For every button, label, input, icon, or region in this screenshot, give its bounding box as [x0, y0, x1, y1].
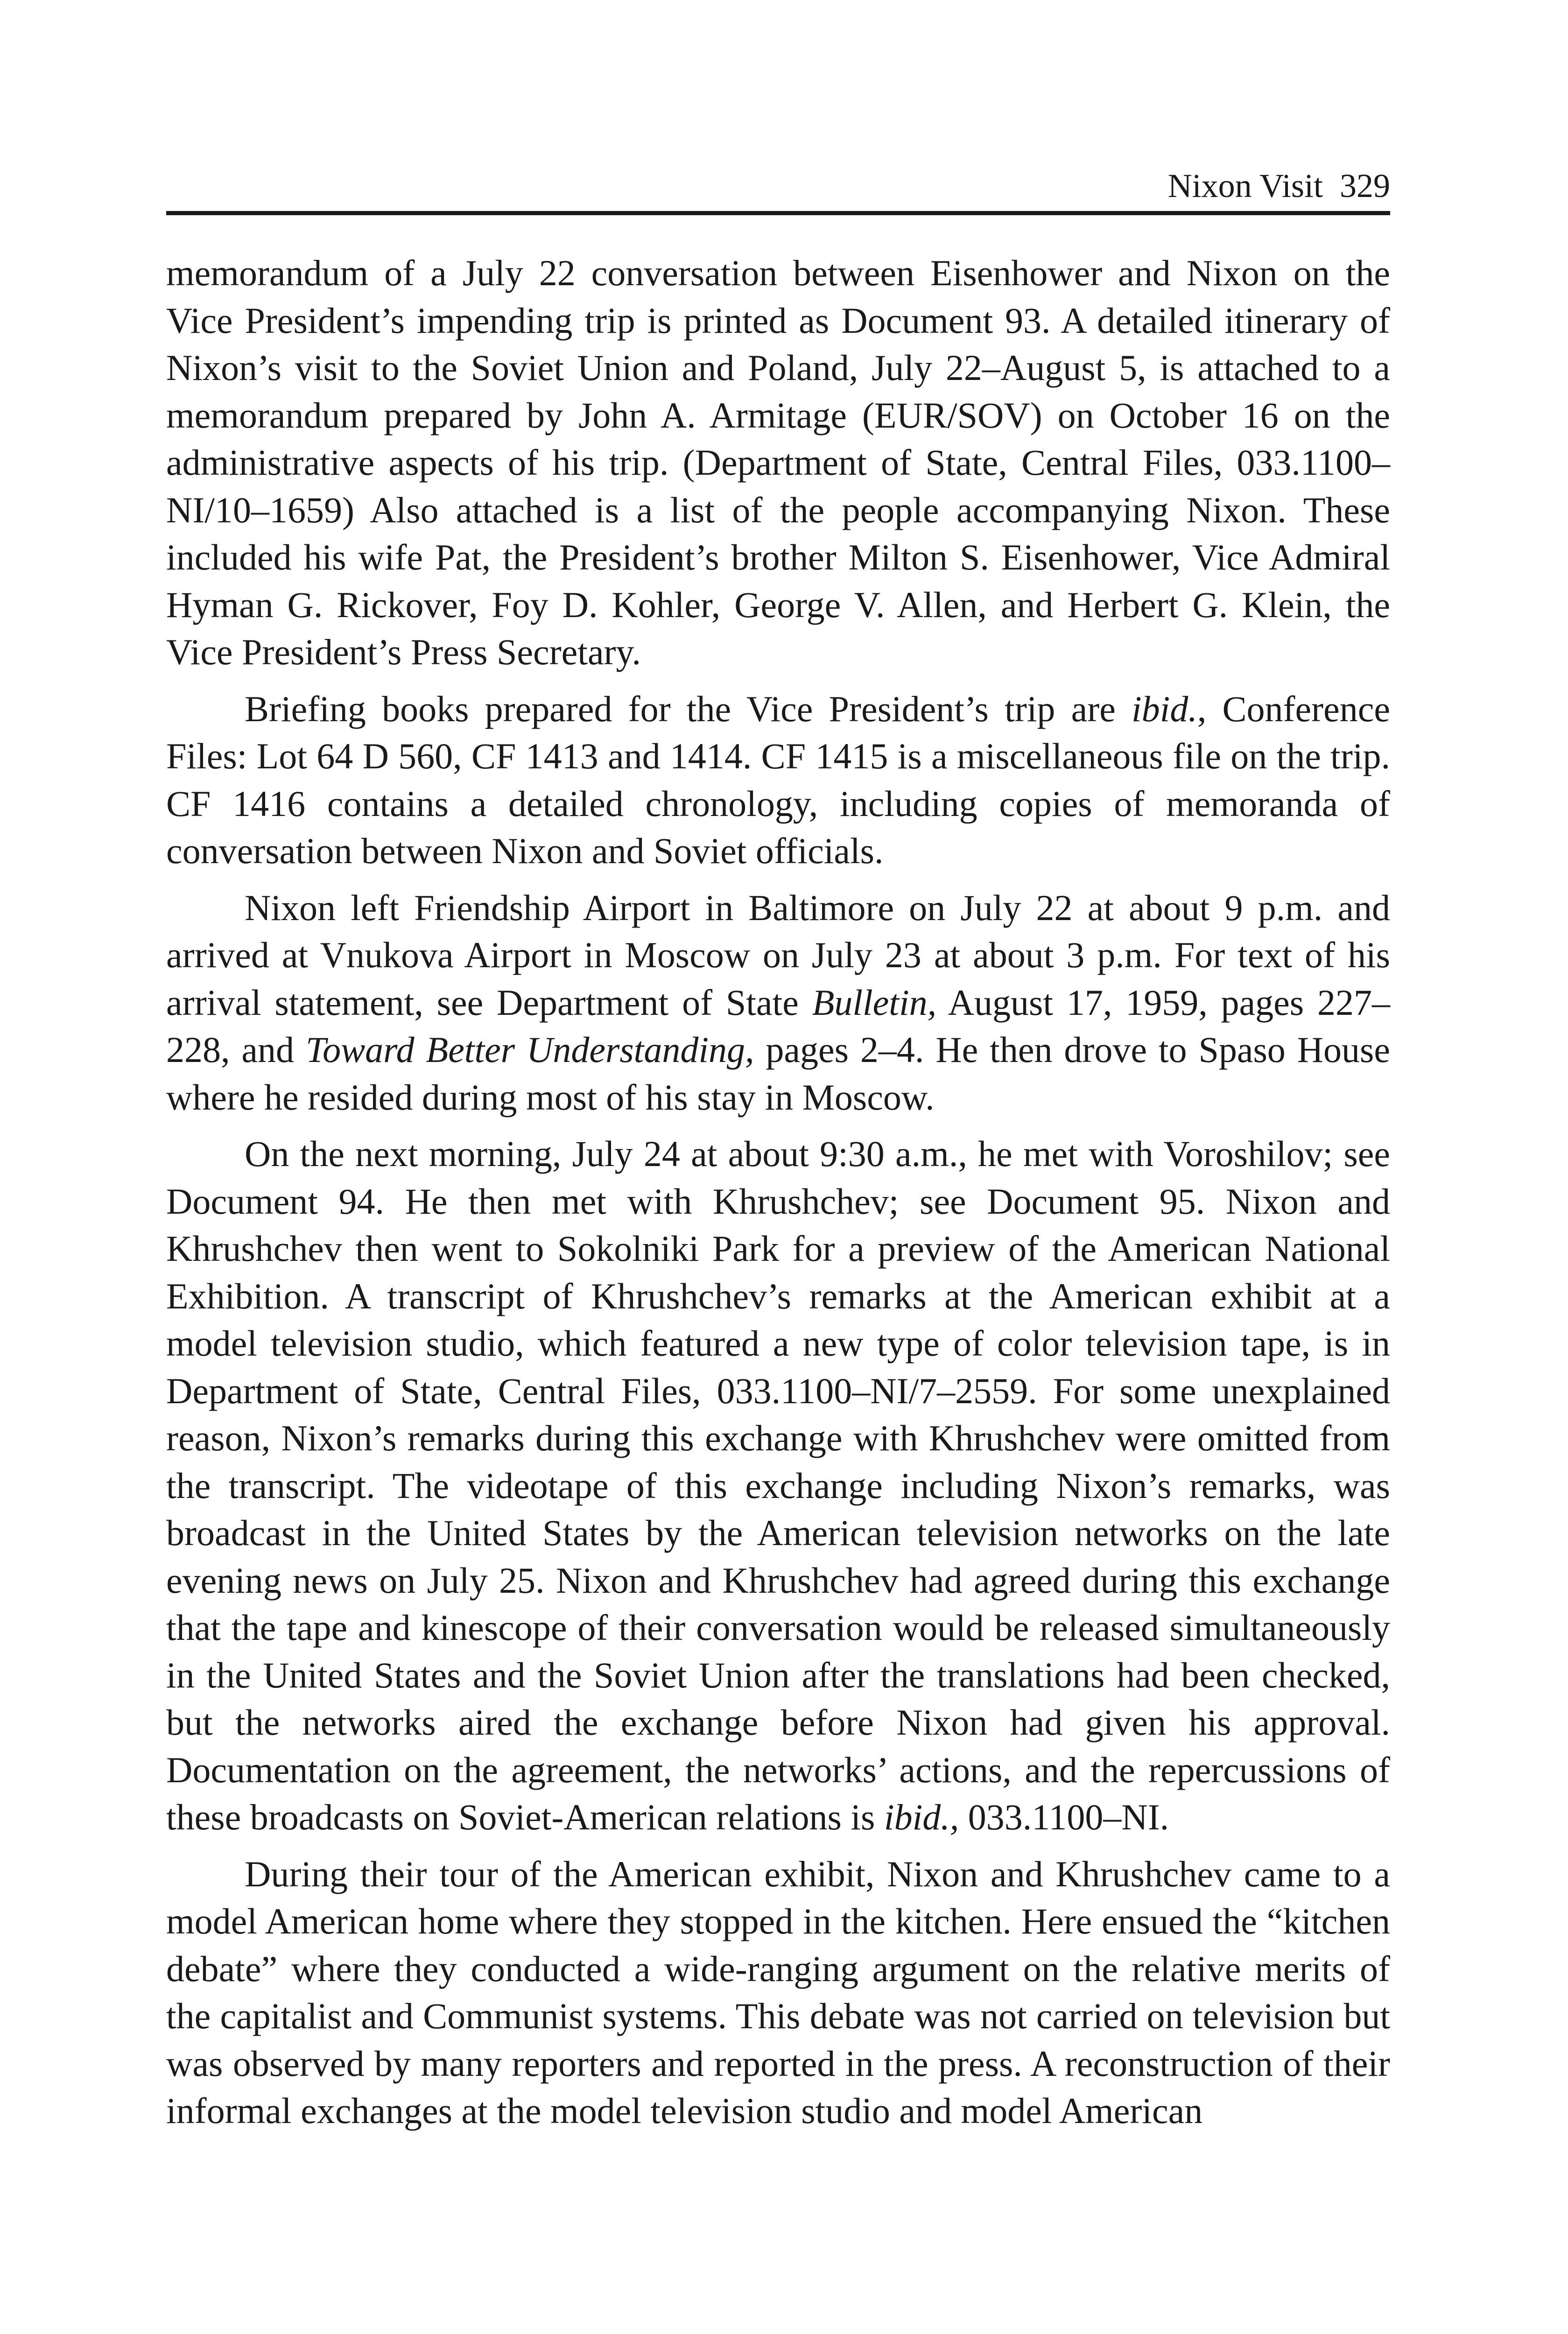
document-page — [166, 0, 1390, 2334]
header-rule — [166, 211, 1390, 215]
paragraph — [166, 685, 1390, 875]
paragraph — [166, 884, 1390, 1121]
paragraph — [166, 1850, 1390, 2135]
italic-text: Bulletin, — [812, 982, 937, 1023]
text-run: 033.1100–NI. — [959, 1797, 1169, 1837]
italic-text: Toward Better Understanding, — [305, 1029, 754, 1070]
running-head-title: Nixon Visit — [1167, 167, 1323, 204]
text-run: On the next morning, July 24 at about 9:30 a.m., he met with Voroshilov; see Document 94. He then met with Khrushchev; see Document 95. Nixon and Khrushchev then went to Sokolniki Park for a preview of the American National Exhibition. A transcript of Khrushchev’s remarks at the American exhibit at a model television studio, which featured a new type of color television tape, is in Department of State, Central Files, 033.1100–NI/7–2559. For some unexplained reason, Nixon’s remarks during this exchange with Khrushchev were omitted from the transcript. The videotape of this exchange including Nixon’s remarks, was broadcast in the United States by the American television networks on the late evening news on July 25. Nixon and Khrushchev had agreed during this exchange that the tape and kinescope of their conversation would be released simultaneously in the United States and the Soviet Union after the translations had been checked, but the networks aired the exchange before Nixon had given his approval. Documentation on the agreement, the networks’ actions, and the repercussions of these broadcasts on Soviet-American relations is — [166, 1133, 1390, 1837]
text-run: During their tour of the American exhibit, Nixon and Khrushchev came to a model American home where they stopped in the kitchen. Here ensued the “kitchen debate” where they conducted a wide-ranging argument on the relative merits of the capitalist and Communist systems. This debate was not carried on television but was observed by many reporters and reported in the press. A reconstruction of their informal exchanges at the model television studio and model American — [166, 1853, 1390, 2131]
text-run: Nixon left Friendship Airport in Baltimore on July 22 at about 9 p.m. and arrived at Vnukova Airport in Moscow on July 23 at about 3 p.m. For text of his arrival statement, see Department of State — [166, 887, 1390, 1023]
text-run: memorandum of a July 22 conversation between Eisenhower and Nixon on the Vice President’s impending trip is printed as Document 93. A detailed itinerary of Nixon’s visit to the Soviet Union and Poland, July 22–August 5, is attached to a memorandum prepared by John A. Armitage (EUR/SOV) on October 16 on the administrative aspects of his trip. (Department of State, Central Files, 033.1100–NI/10–1659) Also attached is a list of the people accompanying Nixon. These included his wife Pat, the President’s brother Milton S. Eisenhower, Vice Admiral Hyman G. Rickover, Foy D. Kohler, George V. Allen, and Herbert G. Klein, the Vice President’s Press Secretary. — [166, 253, 1390, 672]
page-number: 329 — [1340, 167, 1390, 204]
running-head — [166, 158, 1390, 214]
text-run: Briefing books prepared for the Vice President’s trip are — [245, 688, 1132, 729]
paragraph — [166, 1130, 1390, 1841]
italic-text: ibid. — [1132, 688, 1197, 729]
body-text — [166, 249, 1390, 2144]
italic-text: ibid., — [884, 1797, 959, 1837]
text-run: pages 2–4. He then drove to Spaso House where he resided during most of his stay in Moscow. — [166, 1029, 1390, 1118]
paragraph — [166, 249, 1390, 676]
text-run: , Conference Files: Lot 64 D 560, CF 1413 and 1414. CF 1415 is a miscellaneous file on the trip. CF 1416 contains a detailed chronology, including copies of memoranda of conversation between Nixon and Soviet officials. — [166, 688, 1390, 871]
text-run: August 17, 1959, pages 227–228, and — [166, 982, 1390, 1070]
